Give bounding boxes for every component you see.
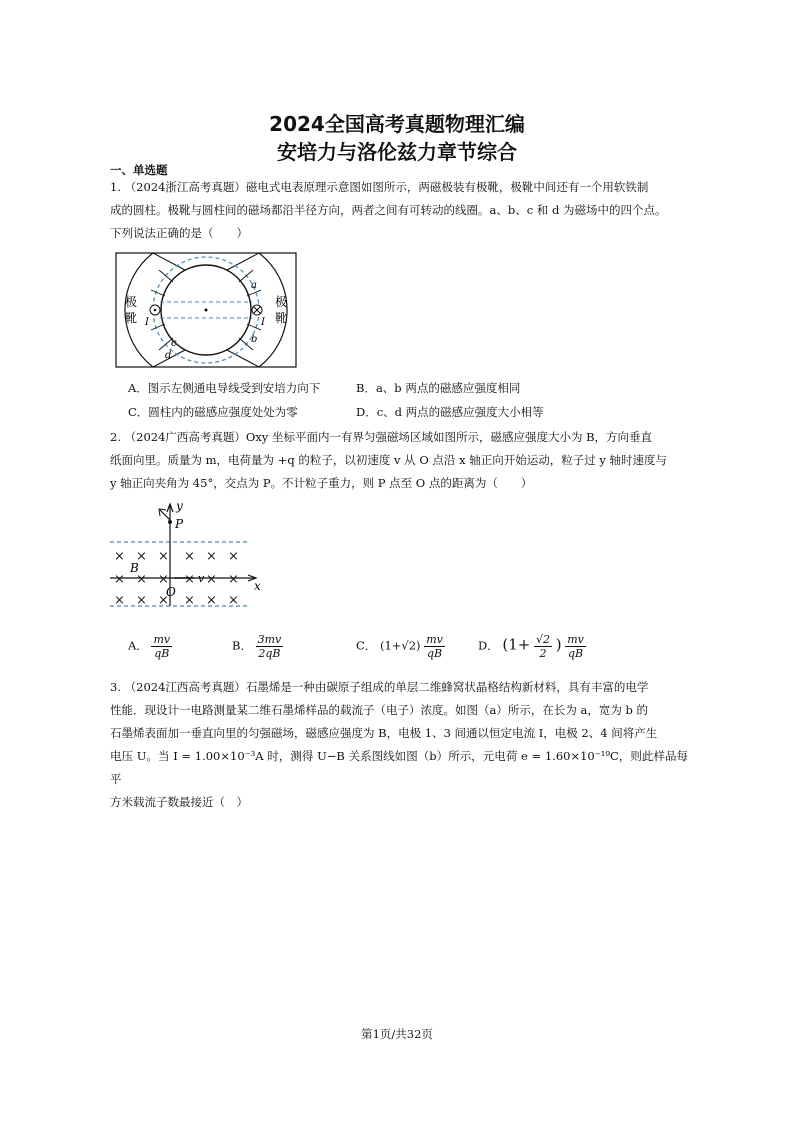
fraction: $\frac{mv}{qB}$: [153, 633, 171, 660]
velocity-at-p-arrow: [160, 510, 170, 520]
left-pole-label-1: 极: [125, 295, 138, 309]
svg-text:×: ×: [136, 549, 147, 564]
q3-line-2: 性能．现设计一电路测量某二维石墨烯样品的载流子（电子）浓度。如图（a）所示，在长为 a，宽为 b 的: [110, 703, 649, 717]
q3-line-4: 电压 U。当 I = 1.00×10⁻³A 时，测得 U−B 关系图线如图（b）所示，元电荷 e = 1.60×10⁻¹⁹C，则此样品每平: [110, 749, 688, 786]
fraction: $\frac{3mv}{2qB}$: [257, 633, 282, 660]
fraction: $\frac{mv}{qB}$: [567, 633, 584, 660]
svg-text:×: ×: [184, 572, 195, 587]
question-2-text: [110, 426, 688, 495]
point-p-label: P: [175, 517, 184, 531]
svg-text:×: ×: [206, 549, 217, 564]
point-d-label: d: [165, 350, 172, 361]
current-left-label: I: [145, 317, 149, 328]
point-a-label: a: [251, 280, 257, 291]
svg-text:×: ×: [114, 549, 125, 564]
q1-option-d[interactable]: D．c、d 两点的磁感应强度大小相等: [356, 405, 544, 419]
q1-option-c[interactable]: C．圆柱内的磁感应强度处处为零: [128, 405, 298, 419]
origin-label: O: [166, 585, 176, 599]
q2-option-a[interactable]: [128, 633, 172, 660]
q1-line-2: 成的圆柱。极靴与圆柱间的磁场都沿半径方向，两者之间有可转动的线圈。a、b、c 和 d 为磁场中的四个点。: [110, 203, 667, 217]
svg-text:×: ×: [114, 572, 125, 587]
fraction: $\frac{√2}{2}$: [536, 633, 551, 660]
point-p: [168, 520, 172, 524]
svg-text:×: ×: [184, 593, 195, 608]
current-right-label: I: [261, 317, 265, 328]
svg-text:×: ×: [228, 593, 239, 608]
right-pole-label-2: 靴: [275, 311, 288, 325]
question-1-text: [110, 176, 688, 245]
title-line-2: 安培力与洛伦兹力章节综合: [277, 140, 517, 164]
svg-text:×: ×: [158, 572, 169, 587]
option-d-prefix: (1+: [502, 635, 531, 654]
svg-text:×: ×: [158, 593, 169, 608]
center-dot: [205, 309, 208, 312]
fraction: $\frac{mv}{qB}$: [426, 633, 443, 660]
svg-text:×: ×: [184, 549, 195, 564]
svg-text:×: ×: [228, 572, 239, 587]
svg-text:×: ×: [136, 572, 147, 587]
q1-option-a[interactable]: A．图示左侧通电导线受到安培力向下: [128, 381, 321, 395]
svg-text:×: ×: [206, 593, 217, 608]
option-c-prefix: (1+√2): [379, 638, 421, 653]
point-c-label: c: [171, 338, 177, 349]
q2-line-3: y 轴正向夹角为 45°，交点为 P。不计粒子重力，则 P 点至 O 点的距离为（ ）: [110, 476, 533, 490]
q1-line-1: 1. （2024浙江高考真题）磁电式电表原理示意图如图所示，两磁极装有极靴，极靴中间还有一个用软铁制: [110, 180, 649, 194]
pole-edge: [153, 253, 185, 270]
pole-edge: [227, 253, 259, 270]
pole-edge: [227, 350, 259, 367]
svg-text:×: ×: [114, 593, 125, 608]
left-pole-shoe: [125, 253, 153, 367]
q2-option-c[interactable]: [356, 633, 445, 660]
q2-figure: [108, 500, 268, 610]
x-axis-label: x: [254, 579, 261, 593]
option-a-letter: A．: [128, 638, 148, 653]
svg-text:×: ×: [206, 572, 217, 587]
question-3-text: [110, 676, 688, 814]
q3-line-1: 3. （2024江西高考真题）石墨烯是一种由碳原子组成的单层二维蜂窝状晶格结构新材料，具有丰富的电学: [110, 680, 649, 694]
svg-text:×: ×: [136, 593, 147, 608]
velocity-label: v: [198, 572, 205, 585]
right-pole-label-1: 极: [275, 295, 288, 309]
y-axis-label: y: [176, 500, 183, 513]
q2-option-b[interactable]: [232, 633, 283, 660]
q2-option-d[interactable]: [478, 633, 586, 660]
q1-figure: [115, 252, 297, 368]
q1-line-3: 下列说法正确的是（ ）: [110, 226, 248, 240]
q2-line-1: 2. （2024广西高考真题）Oxy 坐标平面内一有界匀强磁场区域如图所示，磁感应强度大小为 B，方向垂直: [110, 430, 653, 444]
q2-line-2: 纸面向里。质量为 m，电荷量为 +q 的粒子，以初速度 v 从 O 点沿 x 轴正向开始运动，粒子过 y 轴时速度与: [110, 453, 668, 467]
q1-option-b[interactable]: B．a、b 两点的磁感应强度相同: [356, 381, 521, 395]
point-b-label: b: [251, 334, 258, 345]
svg-text:×: ×: [228, 549, 239, 564]
q3-line-3: 石墨烯表面加一垂直向里的匀强磁场，磁感应强度为 B，电极 1、3 间通以恒定电流 I，电极 2、4 间将产生: [110, 726, 658, 740]
option-c-letter: C．: [356, 638, 377, 653]
option-b-letter: B．: [232, 638, 252, 653]
option-d-letter: D．: [478, 638, 499, 653]
field-b-label: B: [130, 561, 139, 575]
right-pole-shoe: [259, 253, 287, 367]
svg-text:×: ×: [158, 549, 169, 564]
section-heading: 一、单选题: [110, 163, 168, 177]
title-line-1: 2024全国高考真题物理汇编: [269, 112, 525, 136]
option-d-suffix: ): [555, 635, 562, 654]
page-footer: 第1页/共32页: [361, 1027, 433, 1041]
left-pole-label-2: 靴: [125, 311, 138, 325]
q3-line-5: 方米载流子数最接近（ ）: [110, 795, 248, 809]
